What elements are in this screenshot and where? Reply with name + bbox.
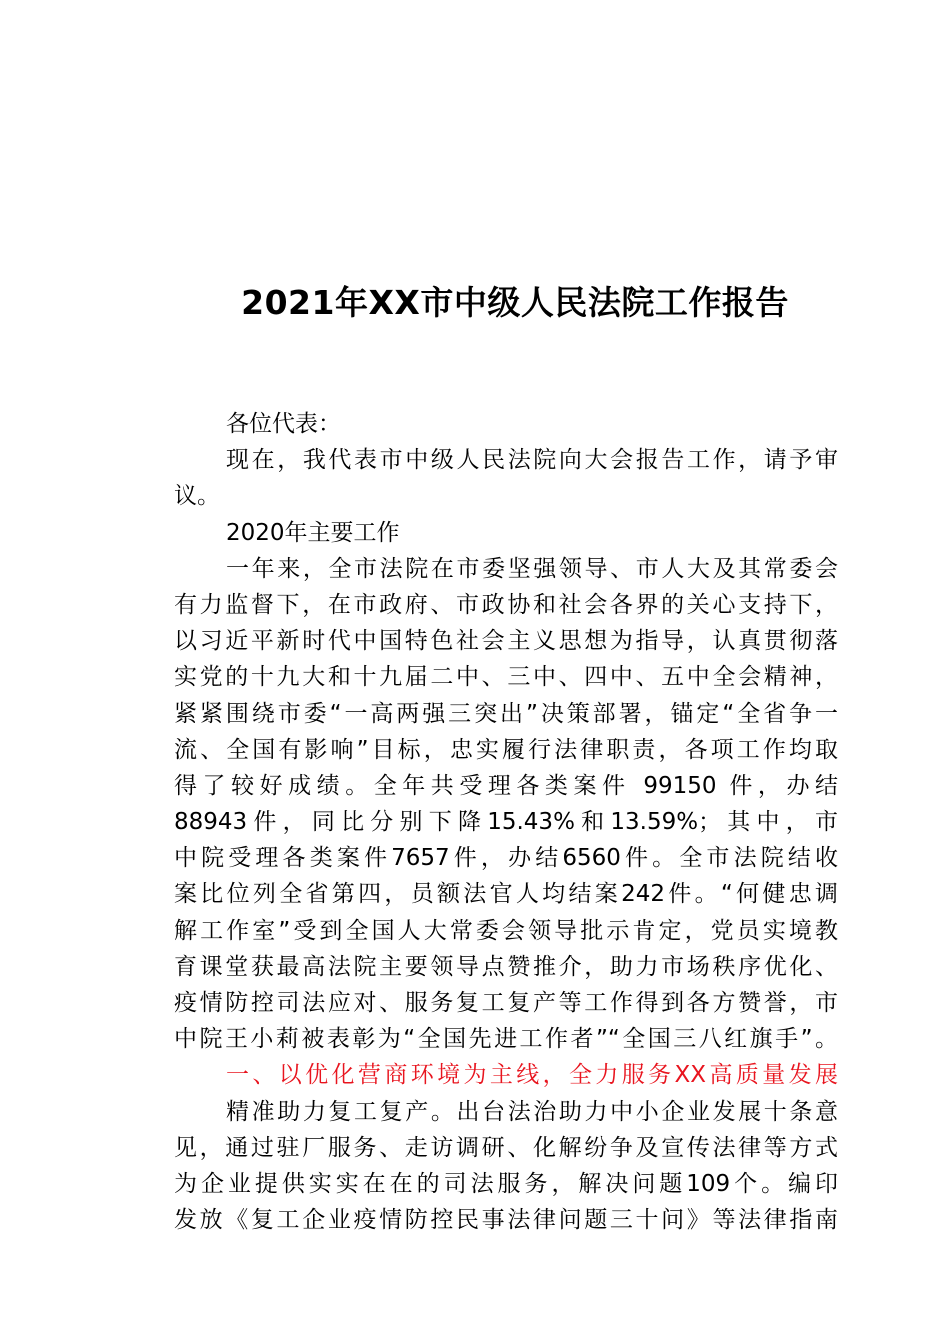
paragraph-line: 2020年主要工作	[226, 519, 400, 546]
paragraph-line: 88943件，同比分别下降15.43%和13.59%；其中，市	[174, 809, 838, 836]
document-title: 2021年XX市中级人民法院工作报告	[241, 283, 789, 322]
paragraph-line: 育课堂获最高法院主要领导点赞推介，助力市场秩序优化、	[174, 953, 838, 980]
paragraph-line: 中院受理各类案件7657件，办结6560件。全市法院结收	[174, 845, 838, 872]
section-heading-line: 一、以优化营商环境为主线，全力服务XX高质量发展	[226, 1062, 838, 1089]
paragraph-line: 发放《复工企业疫情防控民事法律问题三十问》等法律指南	[174, 1207, 838, 1234]
paragraph-line: 一年来，全市法院在市委坚强领导、市人大及其常委会	[226, 555, 838, 582]
paragraph-line: 各位代表：	[226, 411, 341, 437]
paragraph-line: 疫情防控司法应对、服务复工复产等工作得到各方赞誉，市	[174, 990, 838, 1016]
paragraph-line: 案比位列全省第四，员额法官人均结案242件。“何健忠调	[174, 881, 838, 908]
paragraph-line: 紧紧围绕市委“一高两强三突出”决策部署，锚定“全省争一	[174, 700, 838, 727]
paragraph-line: 中院王小莉被表彰为“全国先进工作者”“全国三八红旗手”。	[174, 1026, 838, 1053]
paragraph-line: 有力监督下，在市政府、市政协和社会各界的关心支持下，	[174, 591, 838, 618]
paragraph-line: 得了较好成绩。全年共受理各类案件 99150 件，办结	[174, 772, 838, 799]
paragraph-line: 流、全国有影响”目标，忠实履行法律职责，各项工作均取	[174, 736, 838, 763]
paragraph-line: 解工作室”受到全国人大常委会领导批示肯定，党员实境教	[174, 917, 838, 944]
paragraph-line: 实党的十九大和十九届二中、三中、四中、五中全会精神，	[174, 664, 838, 691]
paragraph-line: 精准助力复工复产。出台法治助力中小企业发展十条意	[226, 1098, 838, 1125]
paragraph-line: 见，通过驻厂服务、走访调研、化解纷争及宣传法律等方式	[174, 1134, 838, 1161]
paragraph-line: 现在，我代表市中级人民法院向大会报告工作，请予审	[226, 447, 838, 474]
paragraph-line: 为企业提供实实在在的司法服务，解决问题109个。编印	[174, 1170, 838, 1197]
paragraph-line: 以习近平新时代中国特色社会主义思想为指导，认真贯彻落	[174, 628, 838, 655]
paragraph-line: 议。	[174, 483, 220, 510]
document-body	[174, 406, 838, 1238]
